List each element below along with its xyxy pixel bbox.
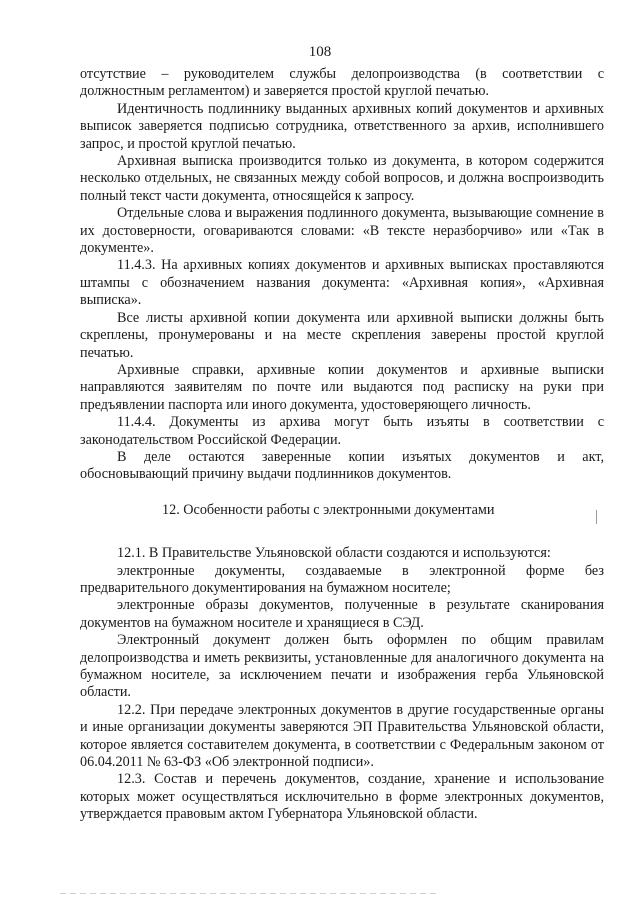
- paragraph-11-4-4: 11.4.4. Документы из архива могут быть изъяты в соответствии с законодательством Российской Федерации.: [80, 414, 604, 448]
- paragraph-doubtful-words: Отдельные слова и выражения подлинного документа, вызывающие сомнение в их достоверности, оговариваются словами: «В тексте неразборчиво» или «Так в документе».: [80, 205, 604, 257]
- paragraph-electronic-images: электронные образы документов, полученные в результате сканирования документов на бумажном носителе и хранящиеся в СЭД.: [80, 597, 604, 631]
- paragraph-12-2: 12.2. При передаче электронных документов в другие государственные органы и иные организации документы заверяются ЭП Правительства Ульяновской области, которое является составителем документа, в соответствии с Федеральным законом от 06.04.2011 № 63-ФЗ «Об электронной подписи».: [80, 701, 604, 771]
- section-heading: 12. Особенности работы с электронными документами: [162, 501, 495, 518]
- paragraph-copy-identity: Идентичность подлиннику выданных архивных копий документов и архивных выписок заверяется подписью сотрудника, ответственного за архив, исполнившего запрос, и простой круглой печатью.: [80, 100, 604, 152]
- paragraph-11-4-3: 11.4.3. На архивных копиях документов и архивных выписках проставляются штампы с обозначением названия документа: «Архивная копия», «Архивная выписка».: [80, 257, 604, 309]
- paragraph-12-1: 12.1. В Правительстве Ульяновской области создаются и используются:: [117, 545, 551, 562]
- document-body: [80, 66, 604, 824]
- paragraph-archive-extract: Архивная выписка производится только из документа, в котором содержится несколько отдельных, не связанных между собой вопросов, и должна воспроизводить полный текст части документа, относящейся к запросу.: [80, 153, 604, 204]
- paragraph-sheets-bound: Все листы архивной копии документа или архивной выписки должны быть скреплены, пронумерованы и на месте скрепления заверены простой круглой печатью.: [80, 309, 604, 361]
- paragraph-electronic-requirements: Электронный документ должен быть оформлен по общим правилам делопроизводства и иметь реквизиты, установленные для аналогичного документа на бумажном носителе, за исключением печати и изображения герба Ульяновской области.: [80, 632, 604, 701]
- scan-artifact-mark: [596, 510, 597, 524]
- scan-artifact-bottom-edge: [60, 893, 440, 894]
- paragraph-copies-remain: В деле остаются заверенные копии изъятых документов и акт, обосновывающий причину выдачи подлинников документов.: [80, 448, 604, 483]
- paragraph-12-3: 12.3. Состав и перечень документов, создание, хранение и использование которых может осуществляться исключительно в форме электронных документов, утверждается правовым актом Губернатора Ульяновской области.: [80, 771, 604, 823]
- page-number: 108: [308, 44, 332, 60]
- paragraph-continuation: отсутствие – руководителем службы делопроизводства (в соответствии с должностным регламентом) и заверяется простой круглой печатью.: [80, 66, 604, 100]
- paragraph-electronic-documents: электронные документы, создаваемые в электронной форме без предварительного документирования на бумажном носителе;: [80, 562, 604, 596]
- paragraph-archive-references: Архивные справки, архивные копии документов и архивные выписки направляются заявителям по почте или выдаются под расписку на руки при предъявлении паспорта или иного документа, удостоверяющего личность.: [80, 361, 604, 413]
